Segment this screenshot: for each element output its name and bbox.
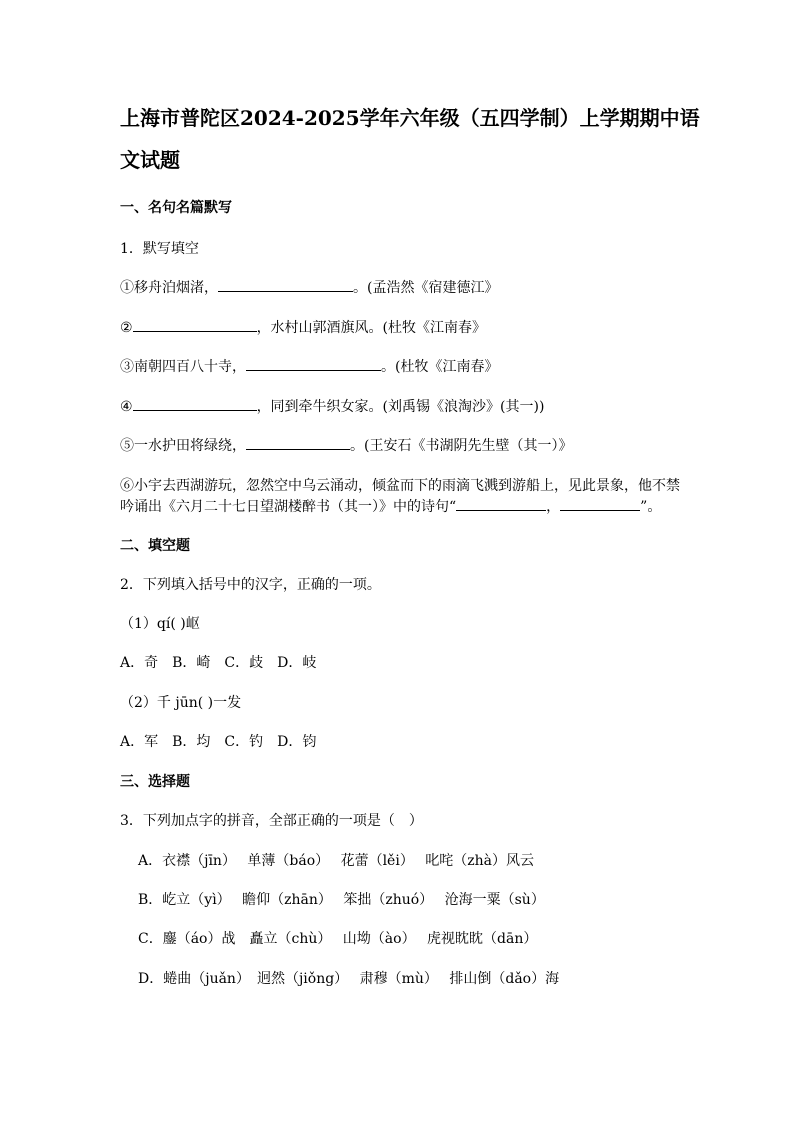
item-text-after: 。(王安石《书湖阴先生壁（其一）》 (350, 438, 573, 454)
item-text-before: ② (120, 320, 133, 336)
item-text-after: 。(孟浩然《宿建德江》 (353, 280, 499, 296)
question-3-option-c: C．鏖（áo）战 矗立（chù） 山坳（ào） 虎视眈眈（dān） (138, 931, 538, 947)
question-2-sub-2-options: A．军 B．均 C．钓 D．钧 (120, 734, 317, 750)
answer-blank[interactable] (133, 317, 257, 332)
question-3-stem: 3．下列加点字的拼音，全部正确的一项是（ ） (120, 813, 423, 829)
item-text-before: 吟诵出《六月二十七日望湖楼醉书（其一）》中的诗句“ (120, 499, 457, 515)
question-1-item-4 (120, 396, 680, 417)
answer-blank[interactable] (456, 496, 546, 511)
document-title-line-2: 文试题 (120, 148, 180, 172)
item-text-before: ①移舟泊烟渚， (120, 280, 218, 296)
question-2-sub-2: （2）千 jūn( )一发 (120, 695, 242, 711)
item-text-after: ，水村山郭酒旗风。(杜牧《江南春》 (256, 320, 487, 336)
question-1-item-5 (120, 435, 680, 456)
answer-blank[interactable] (218, 277, 353, 292)
item-text-after: 。(杜牧《江南春》 (381, 359, 499, 375)
question-1-item-6-line-1: ⑥小宇去西湖游玩，忽然空中乌云涌动，倾盆而下的雨滴飞溅到游船上，见此景象，他不禁 (120, 478, 680, 494)
question-1-item-2 (120, 317, 680, 338)
question-1-item-1 (120, 277, 680, 298)
question-1-item-3 (120, 356, 680, 377)
item-text-after: ，同到牵牛织女家。(刘禹锡《浪淘沙》(其一)) (256, 399, 545, 415)
answer-blank[interactable] (246, 356, 381, 371)
question-2-stem: 2．下列填入括号中的汉字，正确的一项。 (120, 577, 381, 593)
question-3-option-d: D．蜷曲（juǎn） 迥然（jiǒng） 肃穆（mù） 排山倒（dǎo）海 (138, 971, 560, 987)
section-heading-2: 二、填空题 (120, 538, 190, 554)
document-title-line-1: 上海市普陀区2024-2025学年六年级（五四学制）上学期期中语 (120, 106, 700, 130)
question-2-sub-1: （1）qí( )岖 (120, 616, 200, 632)
question-3-option-b: B．屹立（yì） 瞻仰（zhān） 笨拙（zhuó） 沧海一粟（sù） (138, 892, 545, 908)
item-text-after: ”。 (640, 499, 662, 515)
question-1-item-6-line-2 (120, 496, 680, 517)
item-text-before: ④ (120, 399, 133, 415)
question-3-option-a: A．衣襟（jīn） 单薄（báo） 花蕾（lěi） 叱咤（zhà）风云 (138, 853, 535, 869)
answer-blank[interactable] (560, 496, 640, 511)
item-text-before: ③南朝四百八十寺， (120, 359, 246, 375)
item-text-before: ⑤一水护田将绿绕， (120, 438, 246, 454)
item-text-middle: ， (546, 499, 561, 515)
question-2-sub-1-options: A．奇 B．崎 C．歧 D．岐 (120, 655, 317, 671)
section-heading-1: 一、名句名篇默写 (120, 200, 232, 216)
section-heading-3: 三、选择题 (120, 774, 190, 790)
answer-blank[interactable] (246, 435, 350, 450)
answer-blank[interactable] (133, 396, 257, 411)
question-1-stem: 1．默写填空 (120, 241, 199, 257)
